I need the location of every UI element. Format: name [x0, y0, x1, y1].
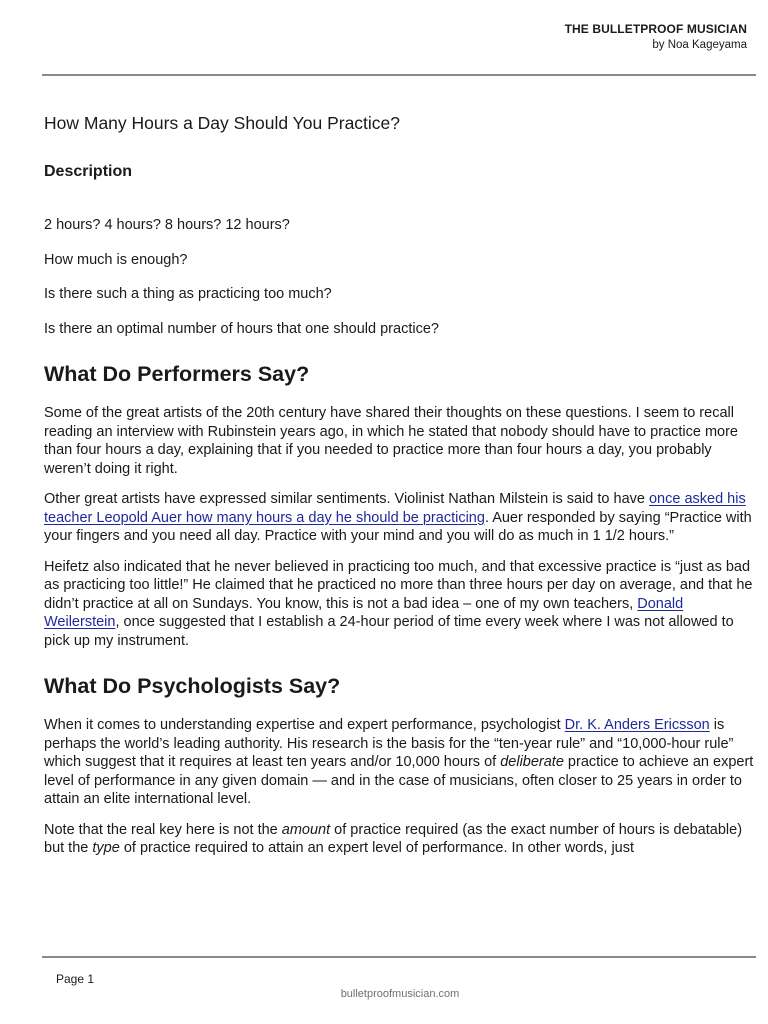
article-body: [44, 112, 756, 858]
text-run: When it comes to understanding expertise and expert performance, psychologist: [44, 717, 565, 733]
author-byline: by Noa Kageyama: [652, 39, 747, 51]
header-divider: [42, 74, 756, 76]
paragraph: [44, 821, 756, 858]
section-heading-psychologists: What Do Psychologists Say?: [44, 674, 341, 698]
text-run: . Auer responded by saying “Practice with your fingers and you need all day. Practice with your mind and you will do as much in 1 1/2 hours.”: [44, 509, 752, 544]
question-line: Is there such a thing as practicing too much?: [44, 286, 332, 302]
section-heading-performers: What Do Performers Say?: [44, 362, 310, 386]
paragraph: Some of the great artists of the 20th century have shared their thoughts on these questions. I seem to recall reading an interview with Rubinstein years ago, in which he stated that nobody should have to practice more than four hours a day, explaining that if you needed to practice more than four hours a day, you probably weren’t doing it right.: [44, 405, 738, 477]
page-header: [565, 22, 747, 51]
footer-site-url: bulletproofmusician.com: [340, 988, 460, 1000]
site-brand: THE BULLETPROOF MUSICIAN: [564, 22, 747, 36]
text-run: is perhaps the world’s leading authority. His research is the basis for the “ten-year rule” and “10,000-hour rule” which suggest that it requires at least ten years and/or 10,000 hours of: [44, 717, 734, 770]
milstein-auer-link[interactable]: once asked his teacher Leopold Auer how many hours a day he should be practicing: [44, 491, 746, 526]
text-run: practice to achieve an expert level of performance in any given domain — and in the case of musicians, often closer to 25 years in order to attain an elite international level.: [44, 754, 754, 807]
text-run: Other great artists have expressed similar sentiments. Violinist Nathan Milstein is said to have: [44, 491, 649, 507]
emphasis: type: [92, 840, 120, 856]
donald-weilerstein-link[interactable]: Donald Weilerstein: [44, 595, 684, 630]
question-line: How much is enough?: [44, 251, 188, 268]
emphasis: deliberate: [500, 754, 564, 770]
paragraph: [44, 558, 756, 651]
text-run: Heifetz also indicated that he never believed in practicing too much, and that excessive practice is “just as bad as practicing too little!” He claimed that he practiced no more than three hours per day on average, and that he didn’t practice at all on Sundays. You know, this is not a bad idea – one of my own teachers,: [44, 558, 753, 612]
footer-divider: [42, 956, 756, 958]
text-run: of practice required to attain an expert level of performance. In other words, just: [119, 840, 635, 856]
article-title: How Many Hours a Day Should You Practice?: [44, 113, 401, 133]
emphasis: amount: [281, 821, 331, 838]
question-line: 2 hours? 4 hours? 8 hours? 12 hours?: [44, 217, 290, 233]
text-run: Note that the real key here is not the: [44, 821, 282, 838]
paragraph: [44, 716, 756, 809]
page-number: Page 1: [56, 972, 95, 986]
anders-ericsson-link[interactable]: Dr. K. Anders Ericsson: [564, 717, 710, 733]
text-run: of practice required (as the exact number of hours is debatable) but the: [44, 821, 743, 856]
text-run: , once suggested that I establish a 24-hour period of time every week where I was not allowed to pick up my instrument.: [44, 614, 734, 649]
paragraph: [44, 490, 756, 546]
question-line: Is there an optimal number of hours that one should practice?: [44, 320, 439, 337]
description-heading: Description: [44, 163, 133, 180]
